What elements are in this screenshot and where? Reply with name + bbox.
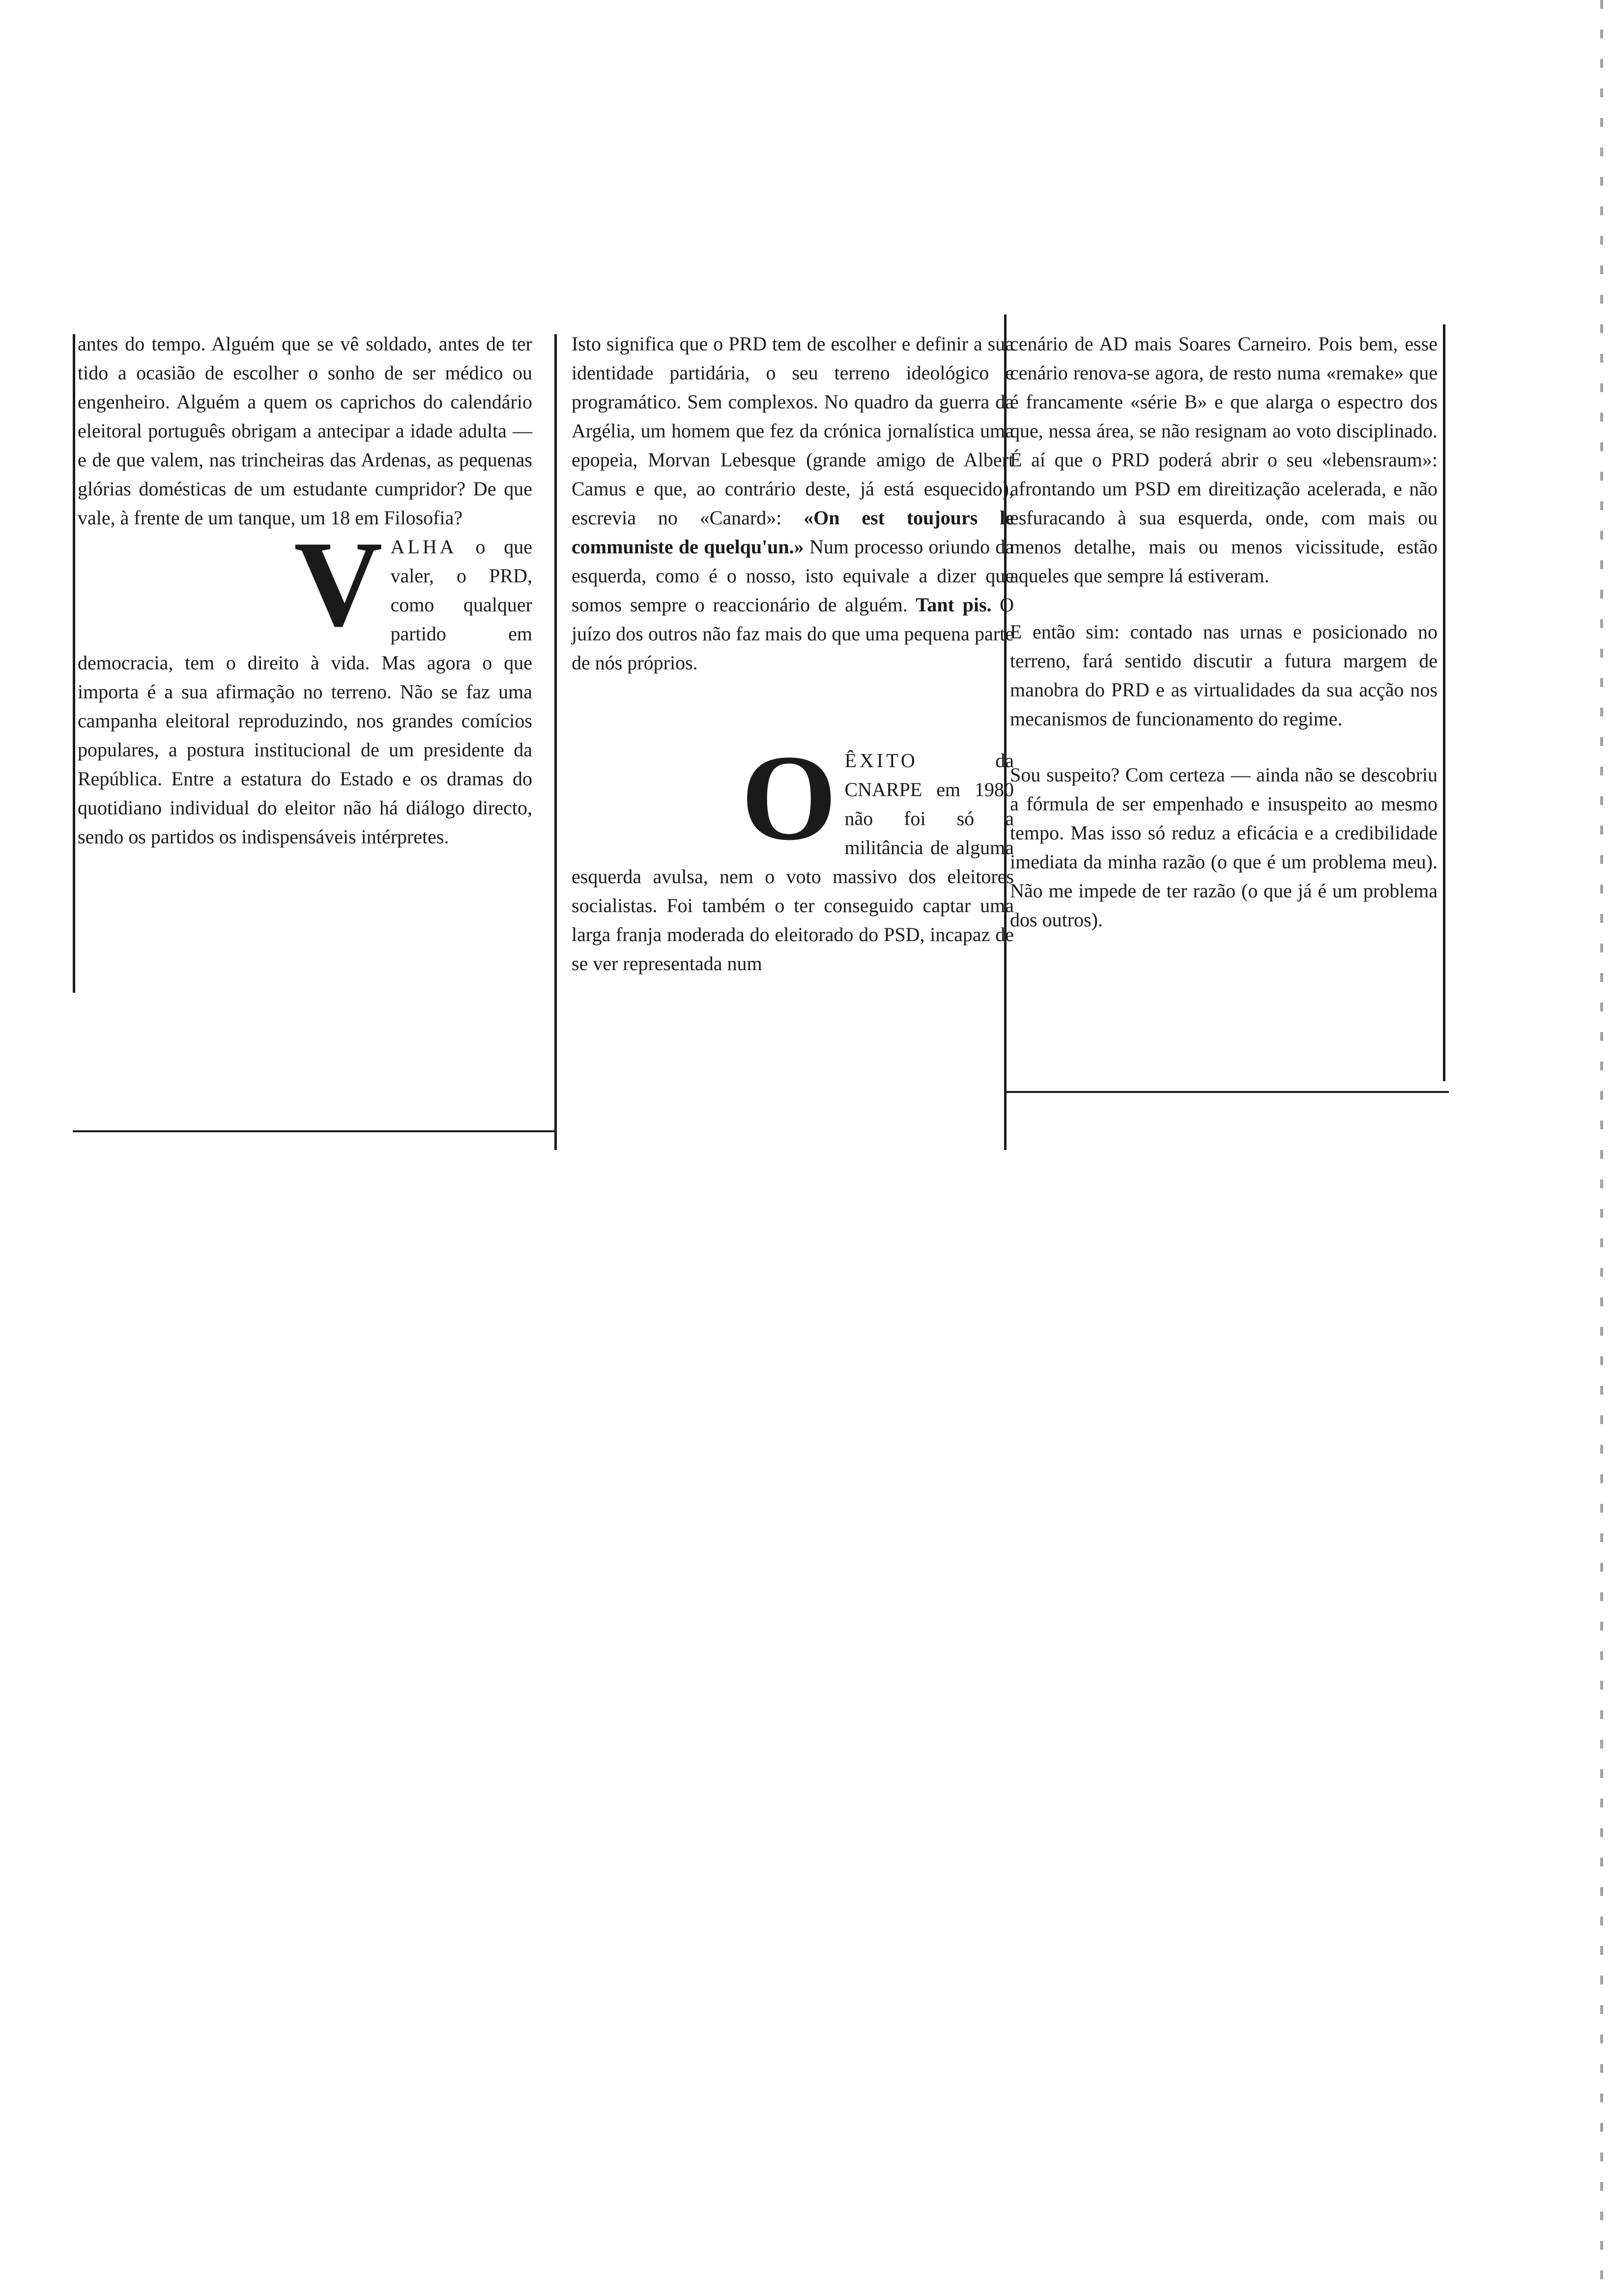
- column-2-paragraph-2: [572, 730, 1014, 978]
- bottom-rule-3: [1007, 1091, 1449, 1093]
- article-column-2: [572, 329, 1014, 978]
- column-2-paragraph-2-text: da CNARPE em 1980 não foi só a militância de alguma esquerda avulsa, nem o voto massivo dos eleitores socialistas. Foi também o ter conseguido captar uma larga franja moderada do eleitorado do PSD, incapaz de se ver representada num: [572, 749, 1014, 975]
- column-1-paragraph-2: [78, 516, 532, 851]
- column-2-paragraph-1-tail: O juízo dos outros não faz mais do que uma pequena parte de nós próprios.: [572, 594, 1014, 674]
- column-3-paragraph-2: E então sim: contado nas urnas e posicionado no terreno, fará sentido discutir a futura margem de manobra do PRD e as virtualidades da sua acção nos mecanismos de funcionamento do regime.: [1010, 621, 1438, 730]
- newspaper-clipping: [73, 315, 1459, 1150]
- scan-edge-marks: [1600, 0, 1603, 2296]
- article-column-1: [78, 329, 532, 851]
- column-3-paragraph-3: Sou suspeito? Com certeza — ainda não se descobriu a fórmula de ser empenhado e insuspeito ao mesmo tempo. Mas isso só reduz a eficácia e a credibilidade imediata da minha razão (o que é um problema meu). Não me impede de ter razão (o que já é um problema dos outros).: [1010, 764, 1438, 931]
- column-2-paragraph-1: [572, 329, 1014, 677]
- drop-cap-o: O: [741, 730, 837, 866]
- canard-quote: «On est toujours le communiste de quelqu'un.»: [572, 507, 1014, 558]
- column-rule-right: [1443, 324, 1445, 1081]
- drop-cap-v: V: [294, 516, 383, 652]
- column-3-paragraph-1: cenário de AD mais Soares Carneiro. Pois bem, esse cenário renova-se agora, de resto numa «remake» que é francamente «série B» e que alarga o espectro dos que, nessa área, se não resignam ao voto disciplinado. É aí que o PRD poderá abrir o seu «lebensraum»: afrontando um PSD em direitização acelerada, e não esfuracando à sua esquerda, onde, com mais ou menos detalhe, mais ou menos vicissitude, estão aqueles que sempre lá estiveram.: [1010, 333, 1438, 587]
- column-1-paragraph-2-text: o que valer, o PRD, como qualquer partido em democracia, tem o direito à vida. Mas agora o que importa é a sua afirmação no terreno. Não se faz uma campanha eleitoral reproduzindo, nos grandes comícios populares, a postura institucional de um presidente da República. Entre a estatura do Estado e os dramas do quotidiano individual do eleitor não há diálogo directo, sendo os partidos os indispensáveis intérpretes.: [78, 536, 532, 848]
- column-1-paragraph-1: antes do tempo. Alguém que se vê soldado, antes de ter tido a ocasião de escolher o sonho de ser médico ou engenheiro. Alguém a quem os caprichos do calendário eleitoral português obrigam a antecipar a idade adulta — e de que valem, nas trincheiras das Ardenas, as pequenas glórias domésticas de um estudante cumpridor? De que vale, à frente de um tanque, um 18 em Filosofia?: [78, 333, 532, 529]
- lead-word-exito: ÊXITO: [844, 749, 918, 772]
- article-column-3: [1010, 329, 1438, 934]
- column-2-paragraph-1-end: Num processo oriundo da esquerda, como é o nosso, isto equivale a dizer que somos sempre o reaccionário de alguém.: [572, 536, 1014, 616]
- lead-word-valha: ALHA: [390, 536, 457, 558]
- tant-pis: Tant pis.: [916, 594, 992, 616]
- column-rule-1: [554, 334, 557, 1150]
- column-2-paragraph-1-start: Isto significa que o PRD tem de escolher e definir a sua identidade partidária, o seu terreno ideológico e programático. Sem complexos. No quadro da guerra da Argélia, um homem que fez da crónica jornalística uma epopeia, Morvan Lebesque (grande amigo de Albert Camus e que, ao contrário deste, já está esquecido), escrevia no «Canard»:: [572, 333, 1014, 529]
- column-rule-left: [73, 334, 75, 993]
- bottom-rule-1: [73, 1130, 554, 1132]
